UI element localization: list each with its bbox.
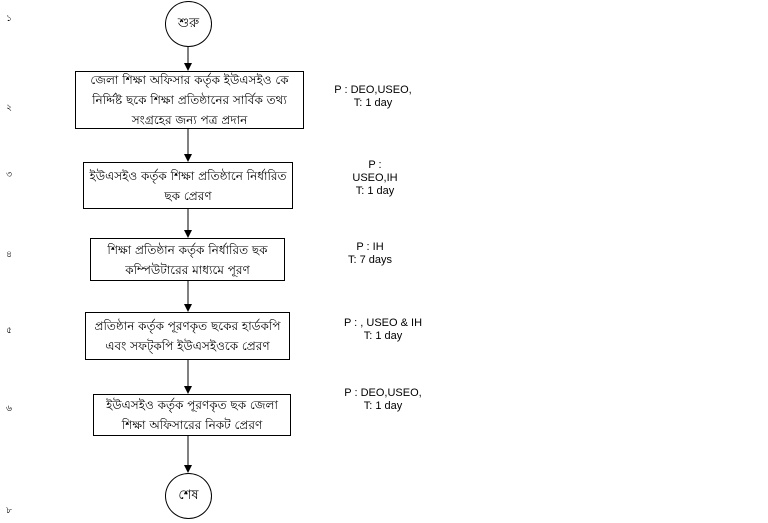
step-number-8: ৮	[6, 506, 12, 516]
process-text: ইউএসইও কর্তৃক পূরণকৃত ছক জেলা	[106, 398, 278, 412]
process-text: জেলা শিক্ষা অফিসার কর্তৃক ইউএসইও কে	[90, 73, 289, 87]
note-text: T: 1 day	[363, 330, 403, 342]
step-number-3: ৩	[6, 170, 12, 180]
end-terminal	[165, 473, 212, 519]
process-step-5	[93, 394, 291, 436]
note-text: USEO,IH	[352, 172, 398, 184]
step-4-note	[333, 317, 433, 343]
step-number-2: ২	[6, 103, 12, 113]
note-text: T: 1 day	[355, 185, 395, 197]
note-text: T: 1 day	[353, 97, 393, 109]
note-text: T: 1 day	[363, 400, 403, 412]
process-step-3	[90, 238, 285, 281]
step-2-note	[335, 159, 415, 198]
note-text: P : DEO,USEO,	[344, 387, 422, 399]
end-label: শেষ	[178, 487, 199, 503]
step-number-1: ১	[6, 14, 12, 24]
process-step-2	[83, 162, 293, 209]
start-terminal	[165, 1, 212, 47]
process-text: প্রতিষ্ঠান কর্তৃক পূরণকৃত ছকের হার্ডকপি	[94, 319, 281, 333]
note-text: T: 7 days	[347, 254, 393, 266]
process-text: ছক প্রেরণ	[164, 188, 212, 203]
step-5-note	[328, 387, 438, 413]
step-number-5: ৫	[6, 326, 12, 336]
process-step-1	[75, 71, 304, 129]
process-step-4	[85, 312, 290, 360]
process-text: কম্পিউটারের মাধ্যমে পূরণ	[125, 262, 250, 277]
process-text: সংগ্রহের জন্য পত্র প্রদান	[131, 113, 248, 127]
process-text: শিক্ষা প্রতিষ্ঠান কর্তৃক নির্ধারিত ছক	[107, 242, 268, 257]
step-number-4: ৪	[6, 250, 12, 260]
step-3-note	[330, 241, 410, 267]
note-text: P : , USEO & IH	[343, 317, 423, 329]
process-text: এবং সফট্‌কপি ইউএসইওকে প্রেরণ	[105, 339, 270, 353]
step-1-note	[318, 84, 428, 110]
process-text: শিক্ষা অফিসারের নিকট প্রেরণ	[121, 418, 263, 432]
note-text: P : DEO,USEO,	[334, 84, 412, 96]
note-text: P :	[368, 159, 382, 171]
start-label: শুরু	[177, 15, 200, 31]
process-text: নির্দ্দিষ্ট ছকে শিক্ষা প্রতিষ্ঠানের সার্বিক তথ্য	[92, 93, 287, 107]
process-text: ইউএসইও কর্তৃক শিক্ষা প্রতিষ্ঠানে নির্ধারিত	[89, 168, 287, 183]
note-text: P : IH	[356, 241, 384, 253]
step-number-6: ৬	[6, 404, 12, 414]
